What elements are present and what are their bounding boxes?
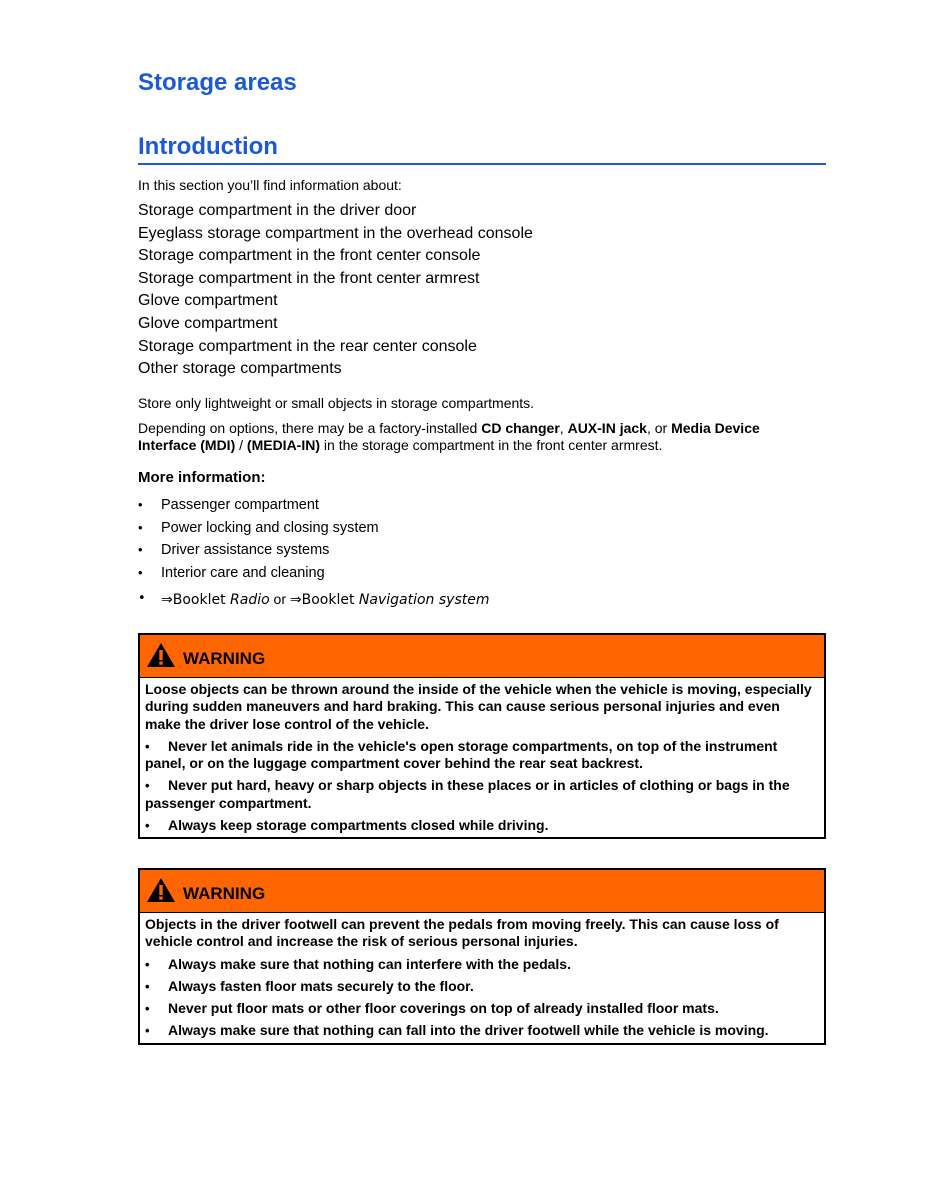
booklet-ref-radio-prefix: ⇒Booklet [161, 592, 231, 609]
more-info-heading: More information: [138, 469, 266, 486]
topic-link-other-storage[interactable]: Other storage compartments [138, 360, 342, 378]
warning-item-text: Never put hard, heavy or sharp objects in these places or in articles of clothing or bags in the passenger compartment. [145, 777, 790, 811]
section-title: Introduction [138, 132, 826, 165]
aux-in-term: AUX-IN jack [567, 420, 647, 436]
warning-body [140, 678, 824, 834]
options-note [138, 420, 822, 454]
separator: / [235, 437, 247, 453]
separator: , or [646, 420, 672, 436]
warning-item [145, 1022, 819, 1039]
warning-header [140, 870, 824, 913]
warning-item-text: Always make sure that nothing can interfere with the pedals. [168, 955, 571, 972]
options-note-text-end: in the storage compartment in the front center armrest. [320, 437, 663, 453]
bullet-icon: • [145, 778, 150, 794]
warning-header [140, 635, 824, 678]
bullet-icon: • [145, 818, 150, 834]
bullet-icon: • [138, 564, 143, 580]
topic-link-glove-compartment-2[interactable]: Glove compartment [138, 314, 278, 332]
topic-list [138, 200, 533, 381]
topic-link-glove-compartment[interactable]: Glove compartment [138, 292, 278, 310]
more-info-link-locking[interactable]: Power locking and closing system [161, 519, 379, 536]
warning-item-text: Always make sure that nothing can fall into the driver footwell while the vehicle is moving. [168, 1022, 769, 1039]
more-info-item[interactable] [138, 517, 490, 540]
bullet-icon: • [145, 956, 150, 972]
more-info-link-driver-assist[interactable]: Driver assistance systems [161, 542, 330, 559]
topic-link-front-center-console[interactable]: Storage compartment in the front center console [138, 247, 481, 265]
mdi-term: Media Device Interface (MDI) [138, 420, 760, 453]
warning-intro: Objects in the driver footwell can prevent the pedals from moving freely. This can cause loss of vehicle control and increase the risk of serious personal injuries. [145, 916, 779, 950]
more-info-item[interactable] [138, 539, 490, 562]
warning-item-text: Always keep storage compartments closed while driving. [168, 817, 549, 834]
booklet-ref-radio[interactable]: Radio [230, 592, 270, 609]
more-info-list [138, 494, 490, 612]
warning-item-text: Never let animals ride in the vehicle's open storage compartments, on top of the instrument panel, or on the luggage compartment cover behind the rear seat backrest. [145, 737, 778, 772]
more-info-link-passenger[interactable]: Passenger compartment [161, 497, 319, 513]
topic-link-rear-center-console[interactable]: Storage compartment in the rear center console [138, 337, 477, 355]
warning-box-loose-objects [138, 633, 826, 839]
warning-item [145, 956, 819, 973]
media-in-term: (MEDIA-IN) [246, 437, 321, 453]
topic-link-front-center-armrest[interactable]: Storage compartment in the front center armrest [138, 269, 480, 287]
options-note-text: Depending on options, there may be a factory-installed [138, 420, 482, 436]
booklet-or: or [269, 591, 290, 608]
warning-triangle-icon [146, 877, 176, 903]
topic-link-eyeglass-storage[interactable]: Eyeglass storage compartment in the overhead console [138, 224, 533, 242]
warning-item [145, 777, 819, 812]
storage-note: Store only lightweight or small objects in storage compartments. [138, 395, 535, 411]
intro-text: In this section you’ll find information about: [138, 177, 402, 193]
bullet-icon: • [138, 591, 146, 607]
bullet-icon: • [138, 542, 143, 558]
warning-item [145, 1000, 819, 1017]
booklet-ref-navigation[interactable]: Navigation system [358, 592, 490, 609]
cd-changer-term: CD changer [481, 420, 560, 436]
more-info-item[interactable] [138, 494, 490, 517]
bullet-icon: • [145, 1001, 150, 1017]
page-title: Storage areas [138, 69, 297, 96]
bullet-icon: • [138, 519, 143, 535]
bullet-icon: • [145, 978, 150, 994]
warning-triangle-icon [146, 642, 176, 668]
warning-item-text: Always fasten floor mats securely to the floor. [168, 977, 474, 994]
warning-body [140, 913, 824, 1040]
warning-item-text: Never put floor mats or other floor coverings on top of already installed floor mats. [168, 1000, 719, 1017]
warning-item [145, 738, 819, 773]
bullet-icon: • [138, 497, 143, 512]
more-info-item[interactable] [138, 562, 490, 585]
separator: , [559, 420, 568, 436]
more-info-link-interior-care[interactable]: Interior care and cleaning [161, 564, 325, 581]
warning-item [145, 978, 819, 995]
booklet-ref-nav-prefix: ⇒Booklet [289, 592, 359, 609]
bullet-icon: • [145, 1023, 150, 1039]
warning-item [145, 817, 819, 834]
warning-label: WARNING [183, 649, 266, 668]
warning-intro: Loose objects can be thrown around the inside of the vehicle when the vehicle is moving, especially during sudden maneuvers and hard braking. This can cause serious personal injuries and even make the driver lose control of the vehicle. [145, 681, 812, 732]
warning-label: WARNING [183, 884, 266, 903]
more-info-item-booklet [138, 588, 490, 612]
topic-link-driver-door[interactable]: Storage compartment in the driver door [138, 202, 417, 219]
warning-box-driver-footwell [138, 868, 826, 1045]
bullet-icon: • [145, 738, 150, 754]
